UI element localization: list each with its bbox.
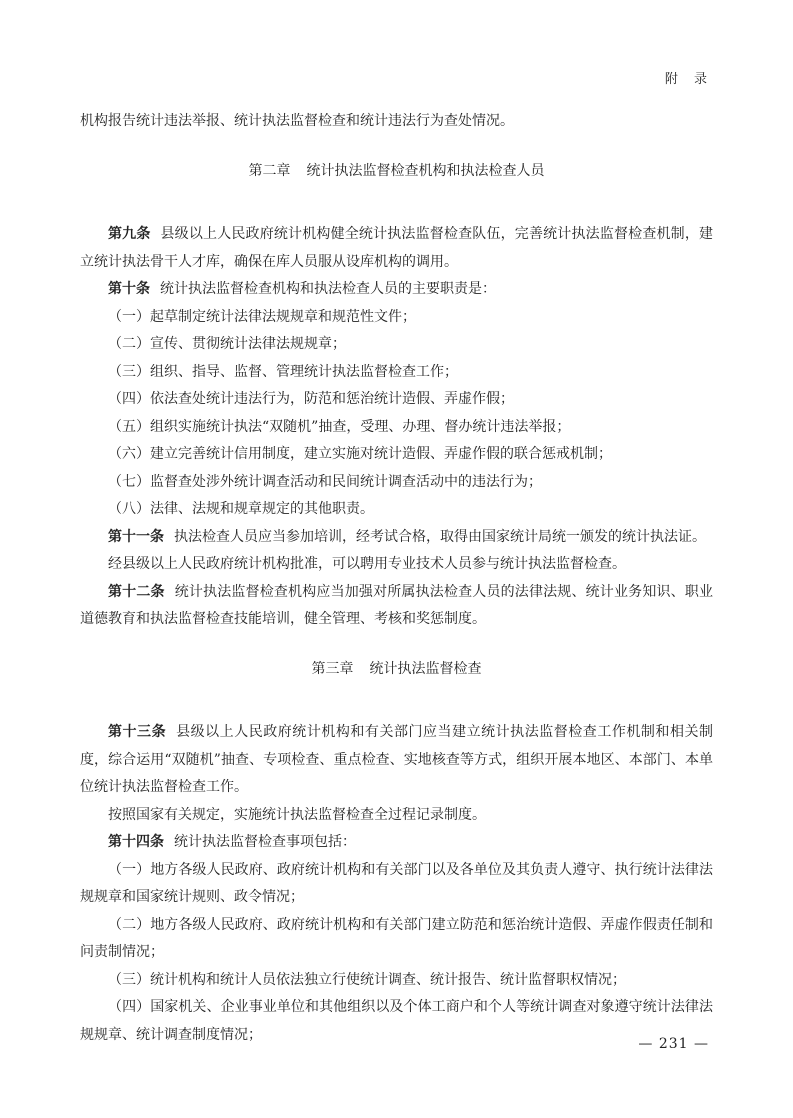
list-item: （一）地方各级人民政府、政府统计机构和有关部门以及各单位及其负责人遵守、执行统计法律法规规章和国家统计规则、政令情况； — [80, 861, 713, 905]
article-label: 第十四条 — [108, 834, 164, 850]
article-label: 第九条 — [108, 226, 151, 242]
article-text: 县级以上人民政府统计机构和有关部门应当建立统计执法监督检查工作机制和相关制度，综合运用“双随机”抽查、专项检查、重点检查、实地核查等方式，组织开展本地区、本部门、本单位统计执法监督检查工作。 — [80, 724, 714, 795]
article-10 — [80, 276, 713, 304]
article-9 — [80, 221, 713, 276]
list-item: （六）建立完善统计信用制度，建立实施对统计造假、弄虚作假的联合惩戒机制； — [108, 446, 612, 462]
page-number: — 231 — — [638, 1036, 709, 1052]
chapter-title: 统计执法监督检查 — [369, 660, 482, 677]
article-12 — [80, 579, 713, 634]
chapter-number: 第二章 — [248, 162, 291, 179]
article-11 — [80, 524, 713, 552]
list-item: （二）地方各级人民政府、政府统计机构和有关部门建立防范和惩治统计造假、弄虚作假责任制和问责制情况； — [80, 916, 713, 960]
article-11-paragraph-2: 经县级以上人民政府统计机构批准，可以聘用专业技术人员参与统计执法监督检查。 — [108, 556, 626, 572]
paragraph-continuation: 机构报告统计违法举报、统计执法监督检查和统计违法行为查处情况。 — [80, 113, 514, 129]
chapter-number: 第三章 — [311, 660, 354, 677]
list-item: （一）起草制定统计法律法规规章和规范性文件； — [108, 308, 416, 325]
list-item: （三）统计机构和统计人员依法独立行使统计调查、统计报告、统计监督职权情况； — [108, 971, 626, 988]
article-text: 县级以上人民政府统计机构健全统计执法监督检查队伍，完善统计执法监督检查机制，建立统计执法骨干人才库，确保在库人员服从设库机构的调用。 — [80, 226, 714, 270]
article-text: 统计执法监督检查事项包括： — [174, 834, 356, 850]
article-13-paragraph-2: 按照国家有关规定，实施统计执法监督检查全过程记录制度。 — [108, 806, 486, 823]
chapter-title: 统计执法监督检查机构和执法检查人员 — [306, 162, 545, 179]
article-text: 执法检查人员应当参加培训，经考试合格，取得由国家统计局统一颁发的统计执法证。 — [174, 528, 706, 545]
article-14 — [80, 829, 713, 857]
chapter-3-heading — [80, 656, 713, 684]
list-item: （二）宣传、贯彻统计法律法规规章； — [108, 336, 346, 352]
article-label: 第十三条 — [108, 724, 167, 740]
article-text: 统计执法监督检查机构和执法检查人员的主要职责是： — [160, 281, 496, 297]
article-label: 第十条 — [108, 281, 150, 297]
article-text: 统计执法监督检查机构应当加强对所属执法检查人员的法律法规、统计业务知识、职业道德教育和执法监督检查技能培训，健全管理、考核和奖惩制度。 — [80, 583, 714, 627]
article-label: 第十二条 — [108, 583, 165, 600]
list-item: （五）组织实施统计执法“双随机”抽查，受理、办理、督办统计违法举报； — [108, 418, 571, 435]
running-head: 附 录 — [664, 72, 713, 87]
list-item: （八）法律、法规和规章规定的其他职责。 — [108, 501, 374, 517]
article-13 — [80, 719, 713, 802]
list-item: （三）组织、指导、监督、管理统计执法监督检查工作； — [108, 363, 458, 380]
list-item: （七）监督查处涉外统计调查活动和民间统计调查活动中的违法行为； — [108, 473, 542, 490]
chapter-2-heading — [80, 158, 713, 186]
list-item: （四）国家机关、企业事业单位和其他组织以及个体工商户和个人等统计调查对象遵守统计法律法规规章、统计调查制度情况； — [80, 999, 713, 1043]
article-label: 第十一条 — [108, 528, 164, 545]
body-text — [80, 108, 713, 1049]
list-item: （四）依法查处统计违法行为，防范和惩治统计造假、弄虚作假； — [108, 391, 514, 407]
